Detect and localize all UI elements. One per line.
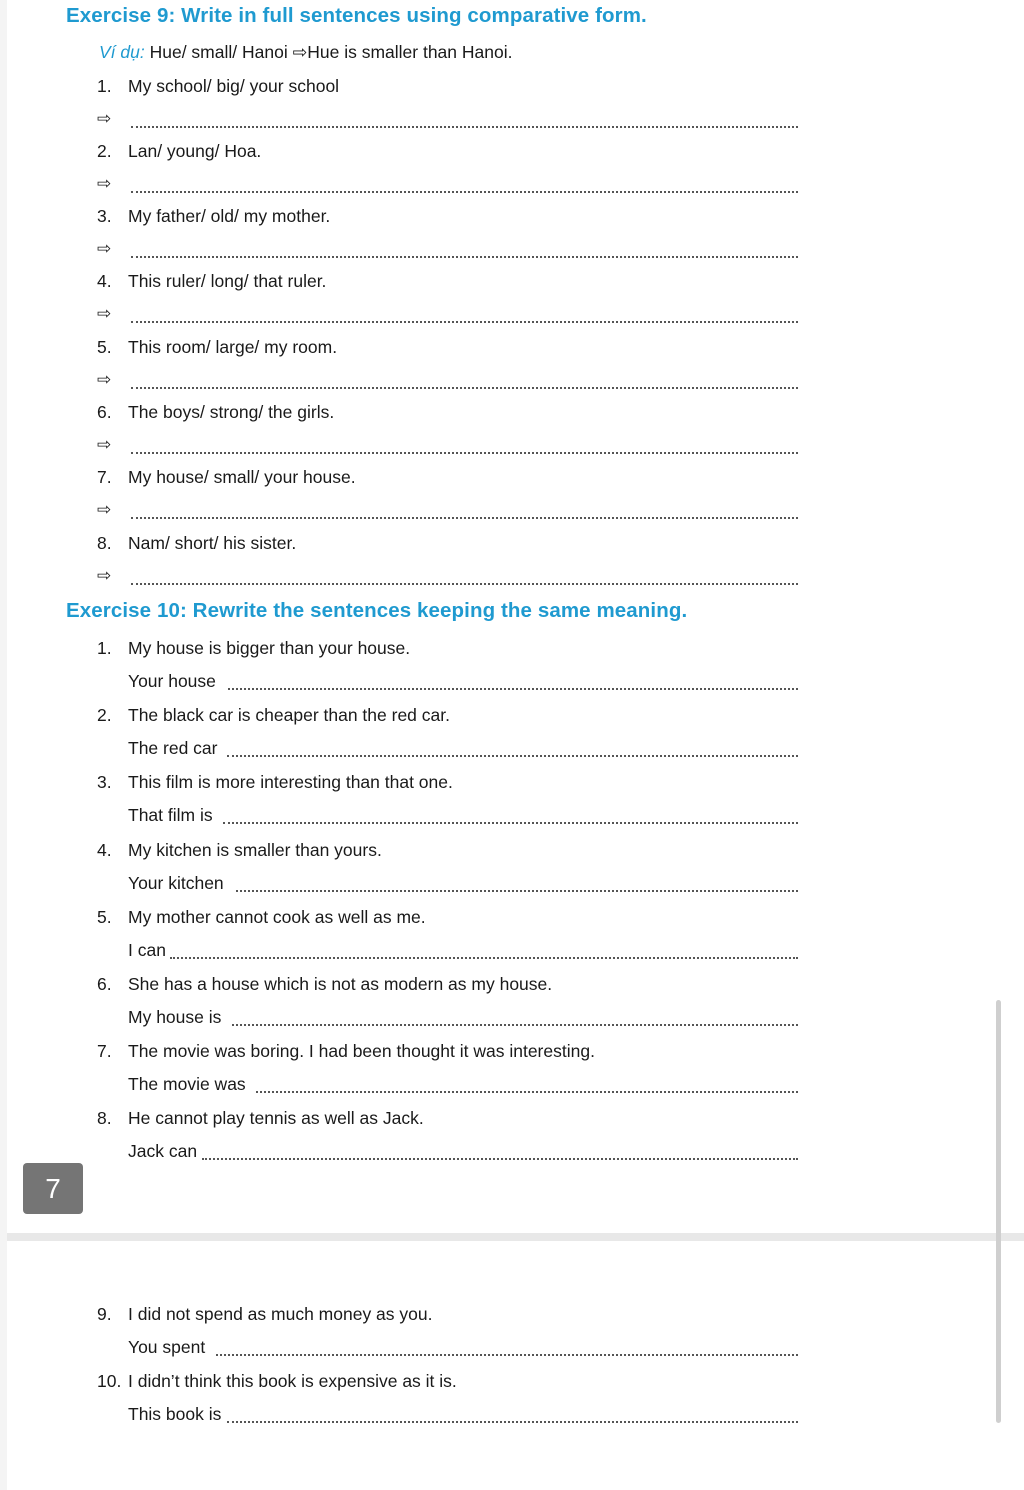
answer-dotted-line[interactable] [131,126,798,128]
ex9-question-5 [0,337,1024,363]
answer-lead-text: That film is [128,805,213,825]
question-text: I didn’t think this book is expensive as it is. [128,1371,457,1391]
answer-lead-text: The red car [128,738,218,758]
exercise-9-example [99,42,512,63]
ex10-question-10 [0,1371,1024,1397]
ex9-answer-line-8[interactable] [0,566,1024,592]
answer-dotted-line[interactable] [216,1354,798,1356]
answer-dotted-line[interactable] [232,1024,798,1026]
arrow-right-icon: ⇨ [97,500,112,520]
question-text: Nam/ short/ his sister. [128,533,297,553]
question-number: 10. [97,1371,122,1391]
arrow-right-icon: ⇨ [97,109,112,129]
question-text: This ruler/ long/ that ruler. [128,271,327,291]
arrow-right-icon: ⇨ [97,174,112,194]
ex9-question-4 [0,271,1024,297]
answer-dotted-line[interactable] [227,755,798,757]
answer-dotted-line[interactable] [131,256,798,258]
question-number: 2. [97,141,112,161]
ex9-question-1 [0,76,1024,102]
question-text: My mother cannot cook as well as me. [128,907,426,927]
question-text: The black car is cheaper than the red car. [128,705,450,725]
ex9-question-6 [0,402,1024,428]
ex9-answer-line-5[interactable] [0,370,1024,396]
question-number: 4. [97,271,112,291]
answer-dotted-line[interactable] [131,191,798,193]
ex10-answer-line-8[interactable] [0,1141,1024,1167]
answer-dotted-line[interactable] [256,1091,798,1093]
ex9-question-7 [0,467,1024,493]
ex10-answer-line-6[interactable] [0,1007,1024,1033]
ex10-question-3 [0,772,1024,798]
question-text: This film is more interesting than that one. [128,772,453,792]
answer-dotted-line[interactable] [131,387,798,389]
ex9-answer-line-7[interactable] [0,500,1024,526]
question-text: She has a house which is not as modern as my house. [128,974,553,994]
answer-dotted-line[interactable] [131,517,798,519]
question-text: My house/ small/ your house. [128,467,356,487]
answer-lead-text: This book is [128,1404,222,1424]
answer-lead-text: Jack can [128,1141,198,1161]
ex10-answer-line-2[interactable] [0,738,1024,764]
ex10-question-2 [0,705,1024,731]
answer-dotted-line[interactable] [236,890,798,892]
question-number: 9. [97,1304,112,1324]
ex10-question-6 [0,974,1024,1000]
ex9-question-2 [0,141,1024,167]
question-number: 3. [97,206,112,226]
question-number: 5. [97,337,112,357]
question-number: 7. [97,1041,112,1061]
arrow-right-icon: ⇨ [97,239,112,259]
answer-dotted-line[interactable] [170,957,798,959]
ex9-answer-line-6[interactable] [0,435,1024,461]
question-text: The boys/ strong/ the girls. [128,402,335,422]
question-number: 6. [97,402,112,422]
example-text: Hue/ small/ Hanoi ⇨Hue is smaller than Hanoi. [144,42,513,62]
question-text: My father/ old/ my mother. [128,206,331,226]
ex9-question-3 [0,206,1024,232]
ex10-answer-line-4[interactable] [0,873,1024,899]
exercise-10-heading: Exercise 10: Rewrite the sentences keeping the same meaning. [66,599,688,622]
question-text: My house is bigger than your house. [128,638,411,658]
answer-lead-text: Your house [128,671,216,691]
page-number-badge: 7 [23,1163,83,1214]
question-text: My school/ big/ your school [128,76,340,96]
exercise-9-heading: Exercise 9: Write in full sentences using comparative form. [66,4,647,27]
answer-lead-text: You spent [128,1337,206,1357]
question-number: 1. [97,638,112,658]
ex10-answer-line-1[interactable] [0,671,1024,697]
answer-dotted-line[interactable] [227,1421,798,1423]
example-label: Ví dụ: [99,42,145,62]
ex10-question-9 [0,1304,1024,1330]
ex10-answer-line-5[interactable] [0,940,1024,966]
question-number: 2. [97,705,112,725]
ex10-question-5 [0,907,1024,933]
arrow-right-icon: ⇨ [97,566,112,586]
ex10-answer-line-3[interactable] [0,805,1024,831]
question-number: 1. [97,76,112,96]
question-text: I did not spend as much money as you. [128,1304,433,1324]
question-text: This room/ large/ my room. [128,337,338,357]
answer-dotted-line[interactable] [202,1158,798,1160]
ex9-answer-line-2[interactable] [0,174,1024,200]
question-text: Lan/ young/ Hoa. [128,141,262,161]
ex10-answer-line-9[interactable] [0,1337,1024,1363]
question-text: My kitchen is smaller than yours. [128,840,382,860]
answer-dotted-line[interactable] [131,583,798,585]
question-number: 4. [97,840,112,860]
answer-lead-text: The movie was [128,1074,246,1094]
question-number: 8. [97,1108,112,1128]
question-number: 5. [97,907,112,927]
answer-dotted-line[interactable] [131,321,798,323]
answer-dotted-line[interactable] [228,688,798,690]
answer-lead-text: Your kitchen [128,873,224,893]
answer-lead-text: My house is [128,1007,222,1027]
question-text: The movie was boring. I had been thought it was interesting. [128,1041,595,1061]
ex10-answer-line-10[interactable] [0,1404,1024,1430]
answer-lead-text: I can [128,940,166,960]
ex10-question-7 [0,1041,1024,1067]
question-number: 8. [97,533,112,553]
ex9-answer-line-1[interactable] [0,109,1024,135]
answer-dotted-line[interactable] [223,822,798,824]
question-number: 6. [97,974,112,994]
question-number: 7. [97,467,112,487]
ex10-answer-line-7[interactable] [0,1074,1024,1100]
ex10-question-4 [0,840,1024,866]
ex10-question-8 [0,1108,1024,1134]
page-separator [7,1233,1024,1241]
ex9-question-8 [0,533,1024,559]
ex9-answer-line-3[interactable] [0,239,1024,265]
scrollbar[interactable] [996,1000,1001,1423]
question-number: 3. [97,772,112,792]
question-text: He cannot play tennis as well as Jack. [128,1108,424,1128]
ex10-question-1 [0,638,1024,664]
arrow-right-icon: ⇨ [97,304,112,324]
arrow-right-icon: ⇨ [97,370,112,390]
arrow-right-icon: ⇨ [97,435,112,455]
answer-dotted-line[interactable] [131,452,798,454]
ex9-answer-line-4[interactable] [0,304,1024,330]
